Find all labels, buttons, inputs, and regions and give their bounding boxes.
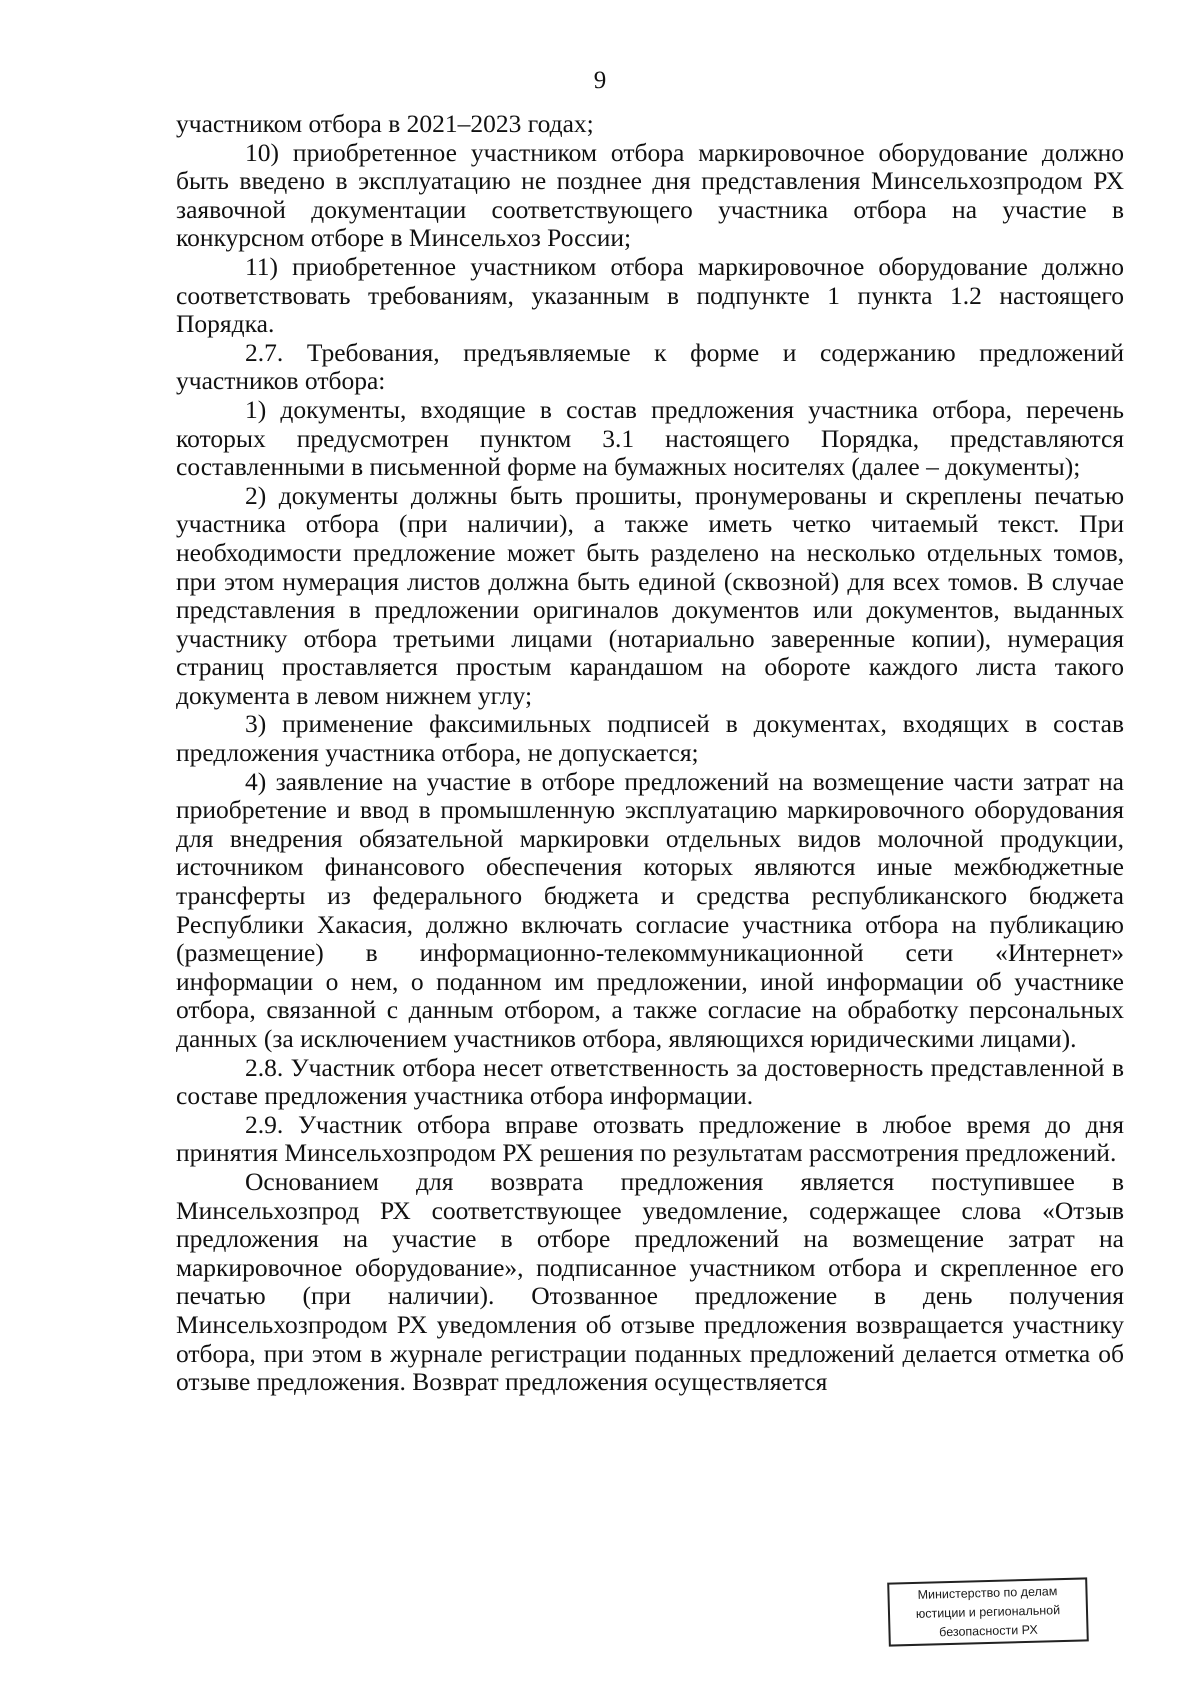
paragraph-2-7: 2.7. Требования, предъявляемые к форме и содержанию предложений участников отбора:: [176, 337, 1124, 396]
paragraph-2-7-item-2: 2) документы должны быть прошиты, пронумерованы и скреплены печатью участника отбора (при наличии), а также иметь четко читаемый текст. При необходимости предложение может быть разделено на несколько отдельных томов, при этом нумерация листов должна быть единой (сквозной) для всех томов. В случае представления в предложении оригиналов документов или документов, выданных участнику отбора третьими лицами (нотариально заверенные копии), нумерация страниц проставляется простым карандашом на обороте каждого листа такого документа в левом нижнем углу;: [176, 480, 1124, 710]
paragraph-continuation: участником отбора в 2021–2023 годах;: [176, 109, 594, 138]
paragraph-2-7-item-4: 4) заявление на участие в отборе предложений на возмещение части затрат на приобретение и ввод в промышленную эксплуатацию маркировочного оборудования для внедрения обязательной маркировки отдельных видов молочной продукции, источником финансового обеспечения которых являются иные межбюджетные трансферты из федерального бюджета и средства республиканского бюджета Республики Хакасия, должно включать согласие участника отбора на публикацию (размещение) в информационно-телекоммуникационной сети «Интернет» информации о нем, о поданном им предложении, иной информации об участнике отбора, связанной с данным отбором, а также согласие на обработку персональных данных (за исключением участников отбора, являющихся юридическими лицами).: [176, 766, 1124, 1053]
paragraph-2-7-item-3: 3) применение факсимильных подписей в документах, входящих в состав предложения участника отбора, не допускается;: [176, 709, 1124, 768]
registration-stamp: [887, 1577, 1089, 1646]
paragraph-2-7-item-1: 1) документы, входящие в состав предложения участника отбора, перечень которых предусмотрен пунктом 3.1 настоящего Порядка, представляются составленными в письменной форме на бумажных носителях (далее – документы);: [176, 394, 1124, 482]
stamp-line: безопасности РХ: [939, 1622, 1038, 1640]
stamp-line: юстиции и региональной: [915, 1603, 1061, 1621]
paragraph-item-11: 11) приобретенное участником отбора маркировочное оборудование должно соответствовать требованиям, указанным в подпункте 1 пункта 1.2 настоящего Порядка.: [176, 251, 1124, 339]
paragraph-return-basis: Основанием для возврата предложения является поступившее в Минсельхозпрод РХ соответствующее уведомление, содержащее слова «Отзыв предложения на участие в отборе предложений на возмещение затрат на маркировочное оборудование», подписанное участником отбора и скрепленное его печатью (при наличии). Отозванное предложение в день получения Минсельхозпродом РХ уведомления об отзыве предложения возвращается участнику отбора, при этом в журнале регистрации поданных предложений делается отметка об отзыве предложения. Возврат предложения осуществляется: [176, 1166, 1124, 1397]
paragraph-2-8: 2.8. Участник отбора несет ответственность за достоверность представленной в составе предложения участника отбора информации.: [176, 1052, 1124, 1111]
paragraph-item-10: 10) приобретенное участником отбора маркировочное оборудование должно быть введено в эксплуатацию не позднее дня представления Минсельхозпродом РХ заявочной документации соответствующего участника отбора на участие в конкурсном отборе в Минсельхоз России;: [176, 137, 1124, 253]
paragraph-2-9: 2.9. Участник отбора вправе отозвать предложение в любое время до дня принятия Минсельхозпродом РХ решения по результатам рассмотрения предложений.: [176, 1109, 1124, 1168]
document-body: [176, 110, 1124, 1397]
stamp-line: Министерство по делам: [917, 1584, 1058, 1602]
page-number: 9: [593, 67, 607, 94]
